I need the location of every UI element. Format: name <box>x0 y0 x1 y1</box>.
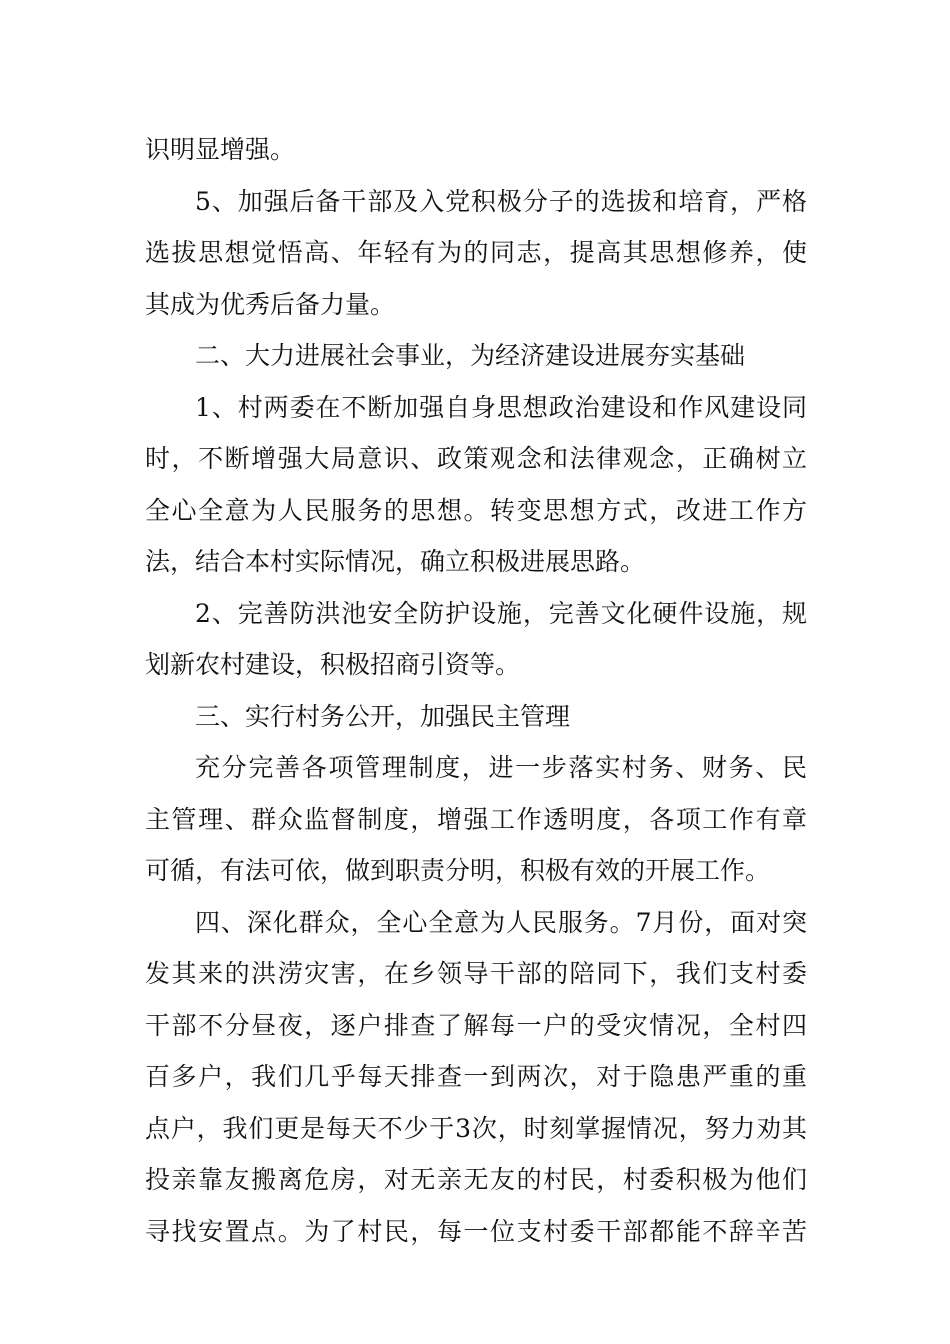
text-line: 划新农村建设，积极招商引资等。 <box>145 650 521 679</box>
text-line: 干部不分昼夜，逐户排查了解每一户的受灾情况，全村四 <box>145 1010 807 1040</box>
text-line: 其成为优秀后备力量。 <box>145 289 396 319</box>
section-heading: 二、大力进展社会事业，为经济建设进展夯实基础 <box>195 341 746 370</box>
document-body <box>145 124 807 1257</box>
text-line: 识明显增强。 <box>145 135 296 164</box>
text-line: 全心全意为人民服务的思想。转变思想方式，改进工作方 <box>145 495 807 525</box>
text-line: 可循，有法可依，做到职责分明，积极有效的开展工作。 <box>145 856 771 885</box>
paragraph-first-line: 充分完善各项管理制度，进一步落实村务、财务、民 <box>195 753 807 782</box>
text-line: 主管理、群众监督制度，增强工作透明度，各项工作有章 <box>145 804 807 834</box>
text-line: 选拔思想觉悟高、年轻有为的同志，提高其思想修养，使 <box>145 238 807 267</box>
paragraph-first-line: 1、村两委在不断加强自身思想政治建设和作风建设同 <box>195 392 807 422</box>
text-line: 投亲靠友搬离危房，对无亲无友的村民，村委积极为他们 <box>145 1165 807 1194</box>
text-line: 寻找安置点。为了村民，每一位支村委干部都能不辞辛苦 <box>145 1216 807 1246</box>
text-line: 法，结合本村实际情况，确立积极进展思路。 <box>145 547 646 576</box>
section-heading: 三、实行村务公开，加强民主管理 <box>195 701 571 731</box>
paragraph-first-line: 2、完善防洪池安全防护设施，完善文化硬件设施，规 <box>195 598 807 628</box>
text-line: 发其来的洪涝灾害，在乡领导干部的陪同下，我们支村委 <box>145 959 807 988</box>
text-line: 点户，我们更是每天不少于3次，时刻掌握情况，努力劝其 <box>145 1113 807 1143</box>
text-line: 百多户，我们几乎每天排查一到两次，对于隐患严重的重 <box>145 1062 807 1091</box>
paragraph-first-line: 5、加强后备干部及入党积极分子的选拔和培育，严格 <box>195 186 807 216</box>
text-line: 时，不断增强大局意识、政策观念和法律观念，正确树立 <box>145 444 807 473</box>
paragraph-first-line: 四、深化群众，全心全意为人民服务。7月份，面对突 <box>195 907 807 937</box>
